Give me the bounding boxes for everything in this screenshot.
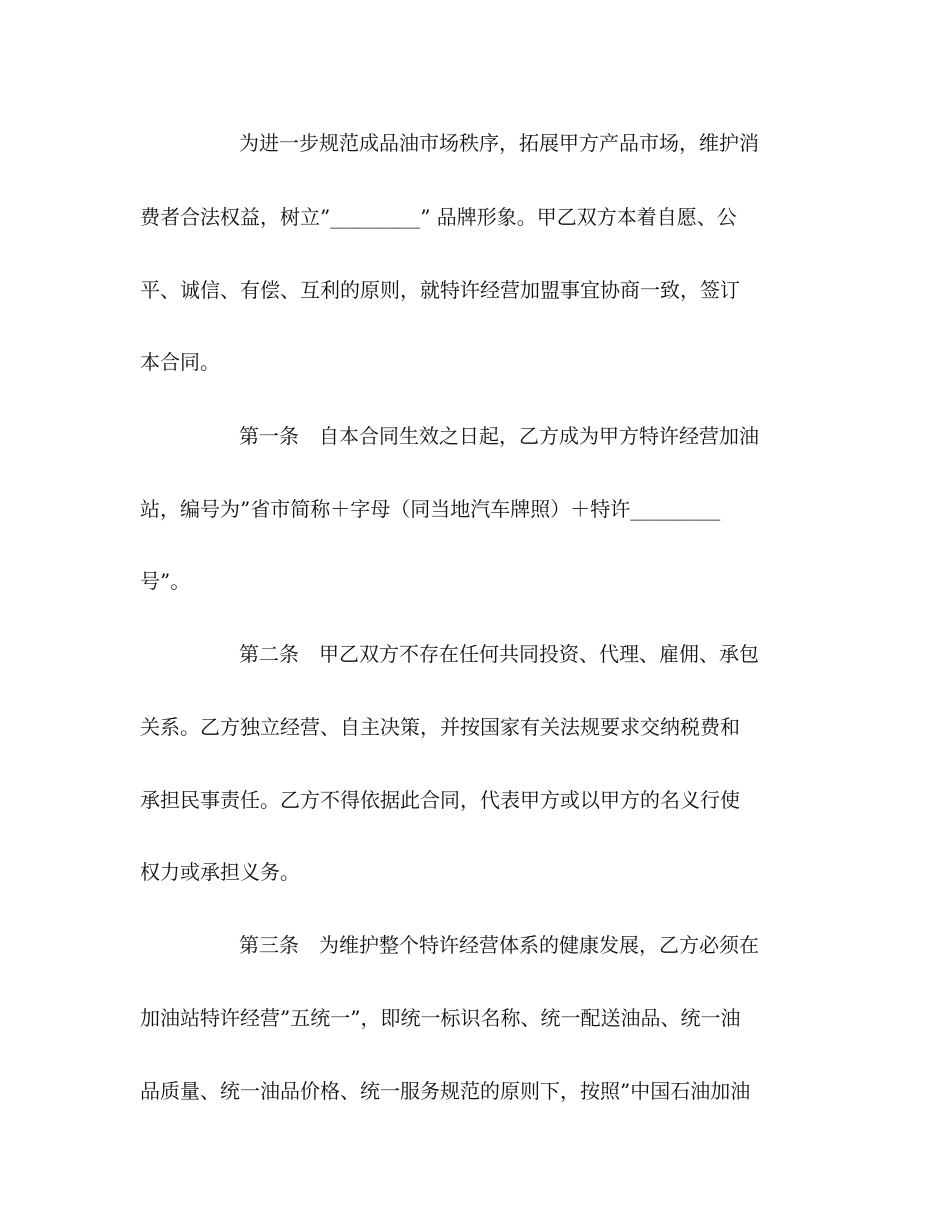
article-1-line-3: 号”。 [140,569,191,593]
article-2-line-4: 权力或承担义务。 [140,860,300,884]
article-2-line-3: 承担民事责任。乙方不得依据此合同，代表甲方或以甲方的名义行使 [140,788,740,812]
article-3-line-2: 加油站特许经营”五统一”，即统一标识名称、统一配送油品、统一油 [140,1006,741,1030]
article-2-line-2: 关系。乙方独立经营、自主决策，并按国家有关法规要求交纳税费和 [140,715,740,739]
article-1-line-1: 第一条 自本合同生效之日起，乙方成为甲方特许经营加油 [239,424,759,448]
article-2-line-1: 第二条 甲乙双方不存在任何共同投资、代理、雇佣、承包 [239,642,759,666]
article-3-line-1: 第三条 为维护整个特许经营体系的健康发展，乙方必须在 [239,933,759,957]
article-3-line-3: 品质量、统一油品价格、统一服务规范的原则下，按照”中国石油加油 [140,1079,751,1103]
paragraph-1-line-1: 为进一步规范成品油市场秩序，拓展甲方产品市场，维护消 [239,131,759,155]
paragraph-1-line-3: 平、诚信、有偿、互利的原则，就特许经营加盟事宜协商一致，签订 [140,278,740,302]
article-1-line-2: 站，编号为”省市简称＋字母（同当地汽车牌照）＋特许_________ [140,497,721,521]
paragraph-1-line-2: 费者合法权益，树立”_________” 品牌形象。甲乙双方本着自愿、公 [140,205,737,229]
paragraph-1-line-4: 本合同。 [140,350,220,374]
